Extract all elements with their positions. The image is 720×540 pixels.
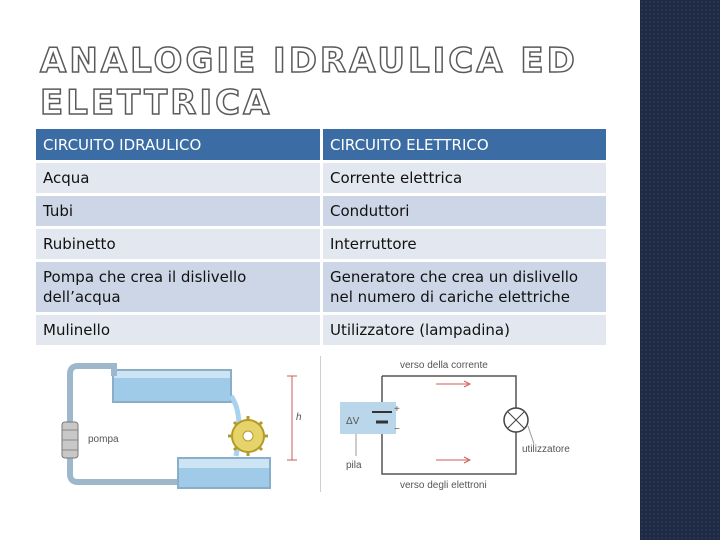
analogy-table (36, 126, 606, 348)
cell-electric: Utilizzatore (lampadina) (323, 315, 606, 345)
battery-label: pila (346, 460, 362, 471)
table-row (36, 229, 606, 259)
hydraulic-circuit-diagram (48, 356, 320, 494)
table-row (36, 196, 606, 226)
pipe-bottom (70, 396, 178, 482)
header-electric: CIRCUITO ELETTRICO (323, 129, 606, 160)
electrons-label: verso degli elettroni (400, 480, 487, 491)
voltage-label: ΔV (346, 416, 360, 427)
header-hydraulic: CIRCUITO IDRAULICO (36, 129, 323, 160)
decorative-side-strip (640, 0, 720, 540)
current-label: verso della corrente (400, 360, 488, 371)
cell-hydraulic: Mulinello (36, 315, 323, 345)
lower-tank-water (179, 468, 269, 487)
diagram-divider (320, 356, 321, 492)
pipe-top (70, 366, 114, 396)
height-label: h (296, 412, 302, 423)
electric-circuit-diagram (334, 356, 584, 494)
cell-hydraulic: Tubi (36, 196, 323, 226)
table-row (36, 262, 606, 312)
cell-hydraulic: Pompa che crea il dislivello dell’acqua (36, 262, 323, 312)
cell-electric: Conduttori (323, 196, 606, 226)
wire-bottom (382, 432, 516, 474)
table-header-row (36, 129, 606, 160)
minus-label: − (394, 424, 400, 435)
pump-label: pompa (88, 434, 119, 445)
cell-electric: Generatore che crea un dislivello nel numero di cariche elettriche (323, 262, 606, 312)
user-label: utilizzatore (522, 444, 570, 455)
cell-electric: Corrente elettrica (323, 163, 606, 193)
wire-top (382, 376, 516, 408)
cell-electric: Interruttore (323, 229, 606, 259)
plus-label: + (394, 404, 400, 415)
table-row (36, 315, 606, 345)
slide-title: ANALOGIE IDRAULICA ED ELETTRICA (40, 41, 578, 123)
table-row (36, 163, 606, 193)
cell-hydraulic: Acqua (36, 163, 323, 193)
cell-hydraulic: Rubinetto (36, 229, 323, 259)
upper-tank-water (114, 378, 230, 401)
